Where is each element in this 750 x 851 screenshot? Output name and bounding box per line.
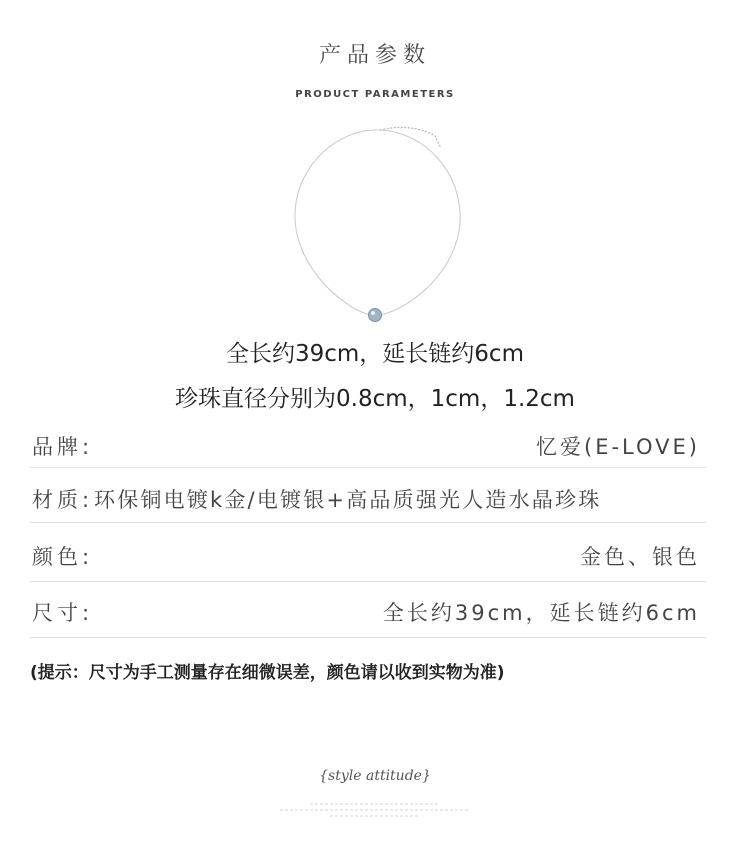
param-value: 环保铜电镀k金/电镀银+高品质强光人造水晶珍珠	[94, 488, 602, 512]
length-spec: 全长约39cm，延长链约6cm	[225, 341, 524, 367]
page-title: 产品参数	[318, 43, 431, 68]
param-label: 品牌:	[32, 435, 94, 459]
param-value: 忆爱(E-LOVE)	[536, 435, 700, 459]
param-value: 全长约39cm，延长链约6cm	[382, 601, 700, 625]
pearl-diameter-spec: 珍珠直径分别为0.8cm，1cm，1.2cm	[175, 386, 575, 412]
necklace-icon	[285, 118, 465, 328]
page-subtitle: PRODUCT PARAMETERS	[295, 89, 455, 100]
param-row-brand	[30, 412, 706, 468]
param-row-material	[30, 467, 706, 523]
decorative-text-lines	[270, 800, 480, 820]
brand-signature: {style attitude}	[319, 768, 431, 784]
param-label: 材质:	[32, 488, 94, 512]
param-label: 颜色:	[32, 545, 94, 569]
param-row-size	[30, 581, 706, 638]
param-value: 金色、银色	[580, 545, 700, 569]
param-label: 尺寸:	[32, 601, 94, 625]
disclaimer-note: (提示：尺寸为手工测量存在细微误差，颜色请以收到实物为准)	[30, 663, 505, 683]
param-row-color	[30, 522, 706, 582]
